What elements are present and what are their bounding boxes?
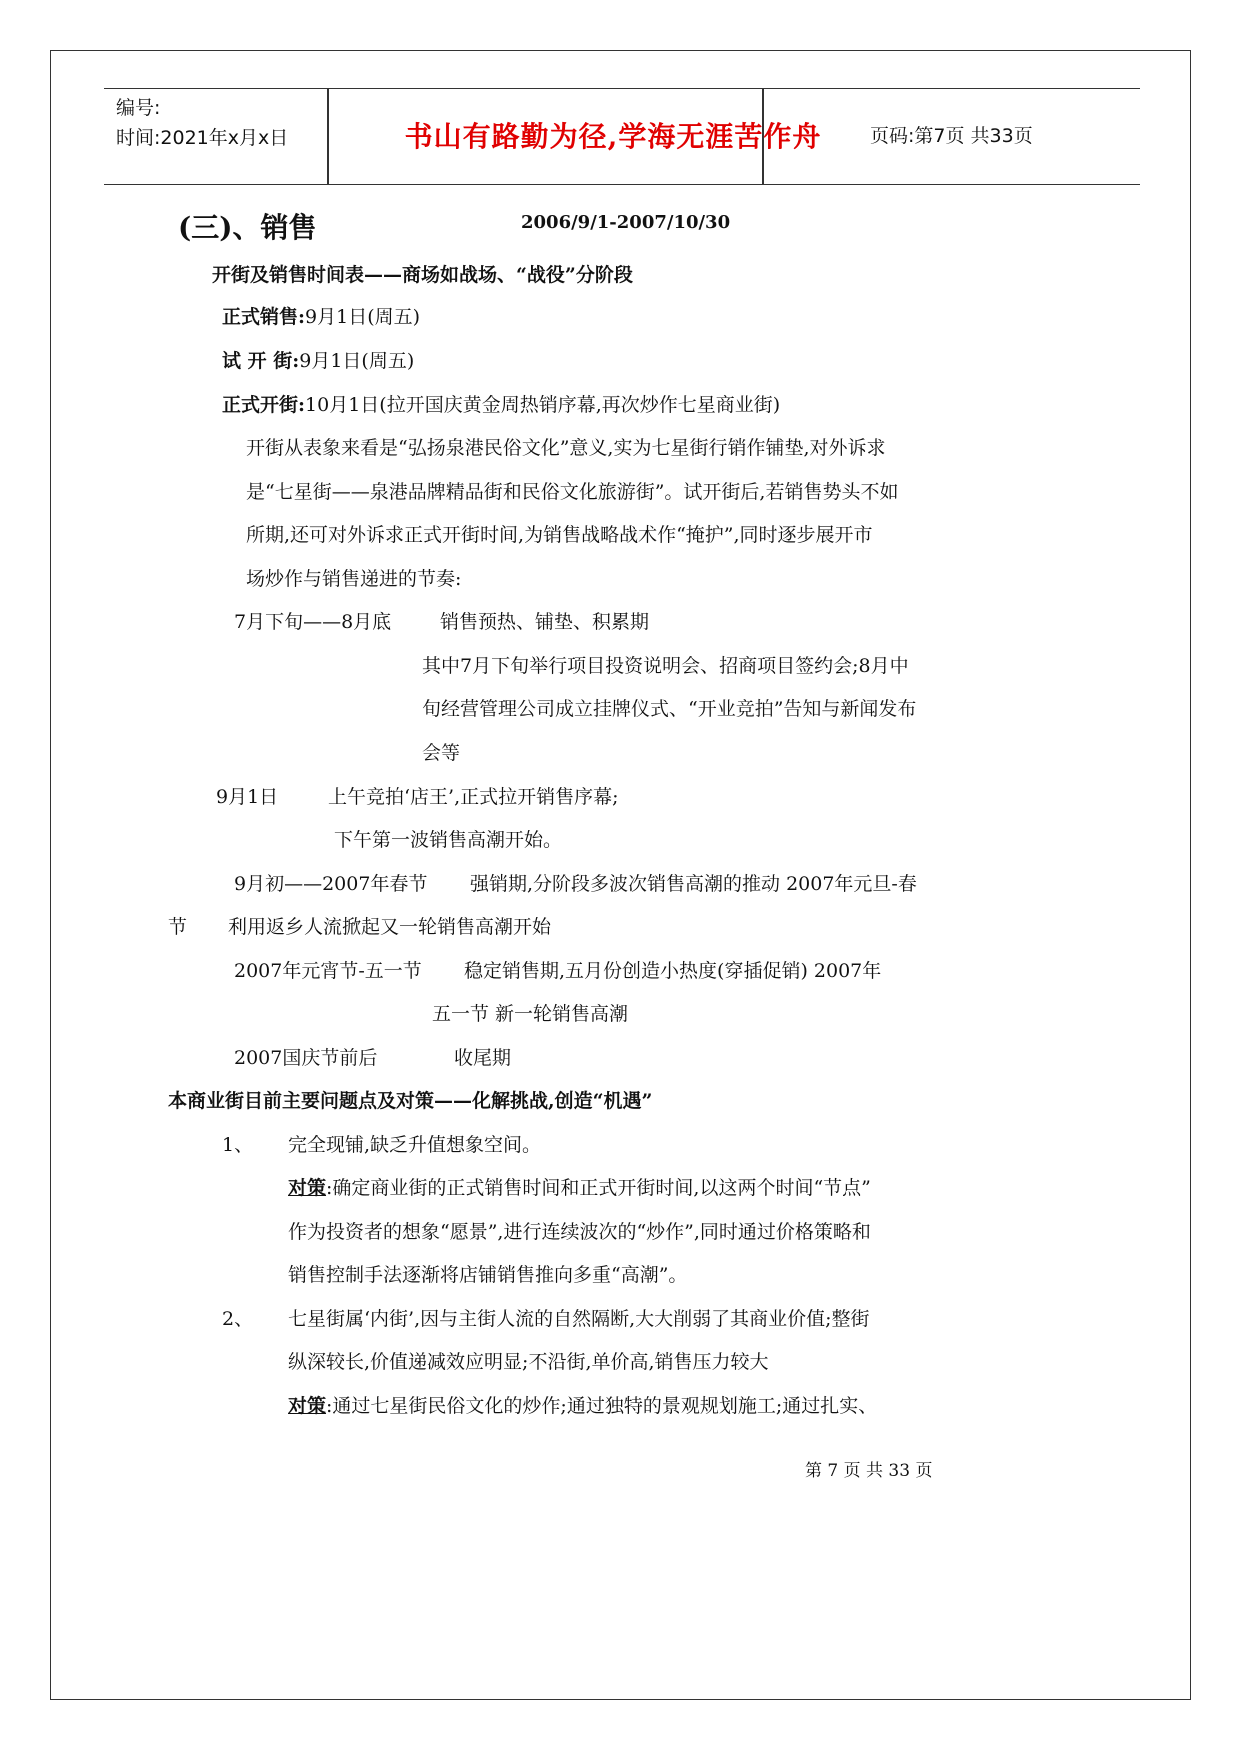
phase-desc: 强销期,分阶段多波次销售高潮的推动 2007年元旦-春 [470,873,917,895]
phase-name: 销售预热、铺垫、积累期 [440,611,650,633]
issue-text: 七星街属‘内街’,因与主街人流的自然隔断,大大削弱了其商业价值;整街 [288,1308,870,1330]
phase-period: 2007国庆节前后 [234,1047,378,1069]
paragraph-line: 是“七星街——泉港品牌精品街和民俗文化旅游街”。试开街后,若销售势头不如 [246,481,899,503]
phase-desc: 稳定销售期,五月份创造小热度(穿插促销) 2007年 [464,960,882,982]
countermeasure-line: 作为投资者的想象“愿景”,进行连续波次的“炒作”,同时通过价格策略和 [288,1221,871,1243]
schedule-item-value: 9月1日(周五) [299,350,415,372]
phase-desc: 利用返乡人流掀起又一轮销售高潮开始 [228,916,552,938]
countermeasure-text: :确定商业街的正式销售时间和正式开街时间,以这两个时间“节点” [326,1177,871,1199]
countermeasure-line: 销售控制手法逐渐将店铺销售推向多重“高潮”。 [288,1264,688,1286]
page-footer: 第 7 页 共 33 页 [805,1461,933,1481]
phase-desc: 其中7月下旬举行项目投资说明会、招商项目签约会;8月中 [422,655,909,677]
issue-number: 2、 [222,1308,254,1330]
issues-heading: 本商业街目前主要问题点及对策——化解挑战,创造“机遇” [168,1090,653,1112]
schedule-item-label: 正式销售: [222,306,306,328]
phase-name: 收尾期 [454,1047,512,1069]
issue-text: 纵深较长,价值递减效应明显;不沿街,单价高,销售压力较大 [288,1351,769,1373]
phase-desc: 五一节 新一轮销售高潮 [432,1003,629,1025]
issue-number: 1、 [222,1134,254,1156]
serial-label: 编号: [116,97,161,119]
time-label: 时间:2021年x月x日 [116,127,289,149]
phase-desc: 旬经营管理公司成立挂牌仪式、“开业竞拍”告知与新闻发布 [422,698,917,720]
phase-period: 9月1日 [216,786,279,808]
countermeasure-label: 对策 [288,1395,327,1417]
countermeasure-text: :通过七星街民俗文化的炒作;通过独特的景观规划施工;通过扎实、 [326,1395,878,1417]
section-date: 2006/9/1-2007/10/30 [521,212,731,233]
schedule-item-value: 9月1日(周五) [305,306,421,328]
phase-period: 2007年元宵节-五一节 [234,960,422,982]
paragraph-line: 开街从表象来看是“弘扬泉港民俗文化”意义,实为七星街行销作铺垫,对外诉求 [246,437,886,459]
header-meta [116,93,288,153]
schedule-item [222,346,414,373]
document-header [104,88,1140,185]
schedule-item-label: 正式开街: [222,394,306,416]
paragraph-line: 场炒作与销售递进的节奏: [246,568,462,590]
schedule-heading: 开街及销售时间表——商场如战场、“战役”分阶段 [212,264,633,286]
header-page-label: 页码:第7页 共33页 [870,125,1033,147]
phase-desc: 会等 [422,742,461,764]
issue-text: 完全现铺,缺乏升值想象空间。 [288,1134,542,1156]
schedule-item [222,390,780,417]
schedule-item-label: 试 开 街: [222,350,300,372]
paragraph-line: 所期,还可对外诉求正式开街时间,为销售战略战术作“掩护”,同时逐步展开市 [246,524,873,546]
countermeasure-line [288,1391,877,1418]
countermeasure-line [288,1173,871,1200]
phase-desc: 下午第一波销售高潮开始。 [334,829,563,851]
phase-period: 7月下旬——8月底 [234,611,392,633]
phase-desc: 上午竞拍‘店王’,正式拉开销售序幕; [328,786,619,808]
section-title: (三)、销售 [178,211,317,244]
countermeasure-label: 对策 [288,1177,327,1199]
phase-period: 9月初——2007年春节 [234,873,428,895]
phase-desc: 节 [168,916,188,938]
schedule-item [222,302,420,329]
header-divider [327,89,329,184]
schedule-item-value: 10月1日(拉开国庆黄金周热销序幕,再次炒作七星商业街) [305,394,781,416]
header-motto: 书山有路勤为径,学海无涯苦作舟 [404,120,822,153]
